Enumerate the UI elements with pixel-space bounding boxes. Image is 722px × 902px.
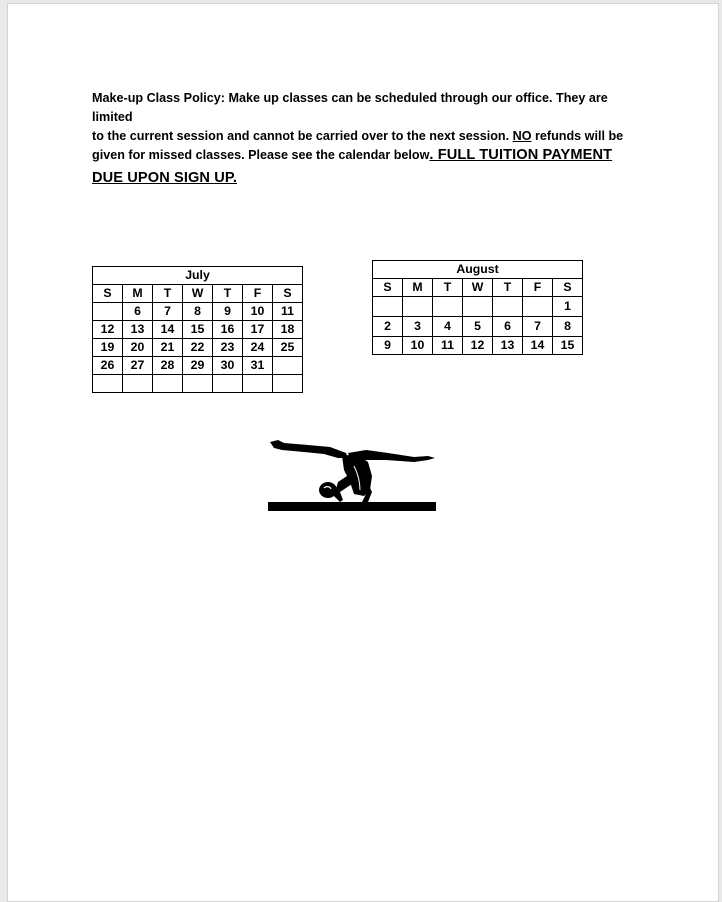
weekday-header: S: [553, 279, 583, 297]
weekday-header: M: [403, 279, 433, 297]
july-week-row: [93, 339, 303, 357]
policy-line-3-pre: given for missed classes. Please see the calendar below: [92, 148, 430, 162]
august-weekday-row: [373, 279, 583, 297]
due-upon-sign-text: DUE UPON SIGN: [92, 170, 211, 186]
july-week-row: [93, 321, 303, 339]
july-title: July: [93, 267, 303, 285]
weekday-header: F: [243, 285, 273, 303]
day-cell: [273, 357, 303, 375]
day-cell: 6: [123, 303, 153, 321]
day-cell: 20: [123, 339, 153, 357]
day-cell: 12: [93, 321, 123, 339]
august-week-row: [373, 297, 583, 317]
day-cell: 25: [273, 339, 303, 357]
day-cell: [433, 297, 463, 317]
weekday-header: M: [123, 285, 153, 303]
day-cell: 8: [553, 317, 583, 337]
day-cell: 3: [403, 317, 433, 337]
day-cell: 7: [153, 303, 183, 321]
day-cell: 11: [273, 303, 303, 321]
day-cell: [463, 297, 493, 317]
day-cell: [273, 375, 303, 393]
july-week-row: [93, 375, 303, 393]
day-cell: 29: [183, 357, 213, 375]
day-cell: 11: [433, 337, 463, 355]
day-cell: [403, 297, 433, 317]
weekday-header: S: [373, 279, 403, 297]
july-weekday-row: [93, 285, 303, 303]
day-cell: 14: [153, 321, 183, 339]
day-cell: [93, 375, 123, 393]
day-cell: [153, 375, 183, 393]
day-cell: 30: [213, 357, 243, 375]
day-cell: [213, 375, 243, 393]
full-tuition-notice: . FULL TUITION PAYMENT: [429, 147, 613, 163]
weekday-header: S: [273, 285, 303, 303]
day-cell: [493, 297, 523, 317]
day-cell: [523, 297, 553, 317]
policy-no-emphasis: NO: [512, 129, 532, 143]
day-cell: 2: [373, 317, 403, 337]
day-cell: 10: [243, 303, 273, 321]
day-cell: 15: [183, 321, 213, 339]
day-cell: 22: [183, 339, 213, 357]
gymnast-on-balance-beam-icon: [268, 436, 436, 512]
day-cell: 31: [243, 357, 273, 375]
weekday-header: W: [463, 279, 493, 297]
day-cell: 27: [123, 357, 153, 375]
weekday-header: W: [183, 285, 213, 303]
weekday-header: T: [433, 279, 463, 297]
weekday-header: T: [213, 285, 243, 303]
day-cell: 5: [463, 317, 493, 337]
day-cell: 13: [123, 321, 153, 339]
day-cell: 13: [493, 337, 523, 355]
day-cell: 19: [93, 339, 123, 357]
day-cell: [93, 303, 123, 321]
make-up-class-policy: [92, 89, 640, 188]
day-cell: 23: [213, 339, 243, 357]
august-week-row: [373, 317, 583, 337]
july-week-row: [93, 357, 303, 375]
day-cell: 14: [523, 337, 553, 355]
august-title: August: [373, 261, 583, 279]
day-cell: [243, 375, 273, 393]
day-cell: 26: [93, 357, 123, 375]
day-cell: 7: [523, 317, 553, 337]
august-week-row: [373, 337, 583, 355]
july-week-row: [93, 303, 303, 321]
day-cell: 16: [213, 321, 243, 339]
july-calendar: [92, 266, 303, 393]
day-cell: 4: [433, 317, 463, 337]
up-text: UP.: [214, 170, 237, 186]
day-cell: 21: [153, 339, 183, 357]
day-cell: 9: [373, 337, 403, 355]
day-cell: 18: [273, 321, 303, 339]
day-cell: 17: [243, 321, 273, 339]
day-cell: [183, 375, 213, 393]
weekday-header: S: [93, 285, 123, 303]
weekday-header: F: [523, 279, 553, 297]
day-cell: 9: [213, 303, 243, 321]
day-cell: 28: [153, 357, 183, 375]
policy-line-1: Make-up Class Policy: Make up classes can be scheduled through our office. They are limited: [92, 91, 608, 124]
weekday-header: T: [153, 285, 183, 303]
day-cell: 1: [553, 297, 583, 317]
august-calendar: [372, 260, 583, 355]
weekday-header: T: [493, 279, 523, 297]
day-cell: 10: [403, 337, 433, 355]
document-page: [7, 3, 719, 902]
day-cell: 8: [183, 303, 213, 321]
day-cell: [373, 297, 403, 317]
policy-line-2-post: refunds will be: [531, 129, 624, 143]
due-upon-sign-up: [92, 169, 237, 188]
day-cell: [123, 375, 153, 393]
day-cell: 12: [463, 337, 493, 355]
day-cell: 24: [243, 339, 273, 357]
policy-line-2-pre: to the current session and cannot be carried over to the next session.: [92, 129, 513, 143]
day-cell: 15: [553, 337, 583, 355]
day-cell: 6: [493, 317, 523, 337]
